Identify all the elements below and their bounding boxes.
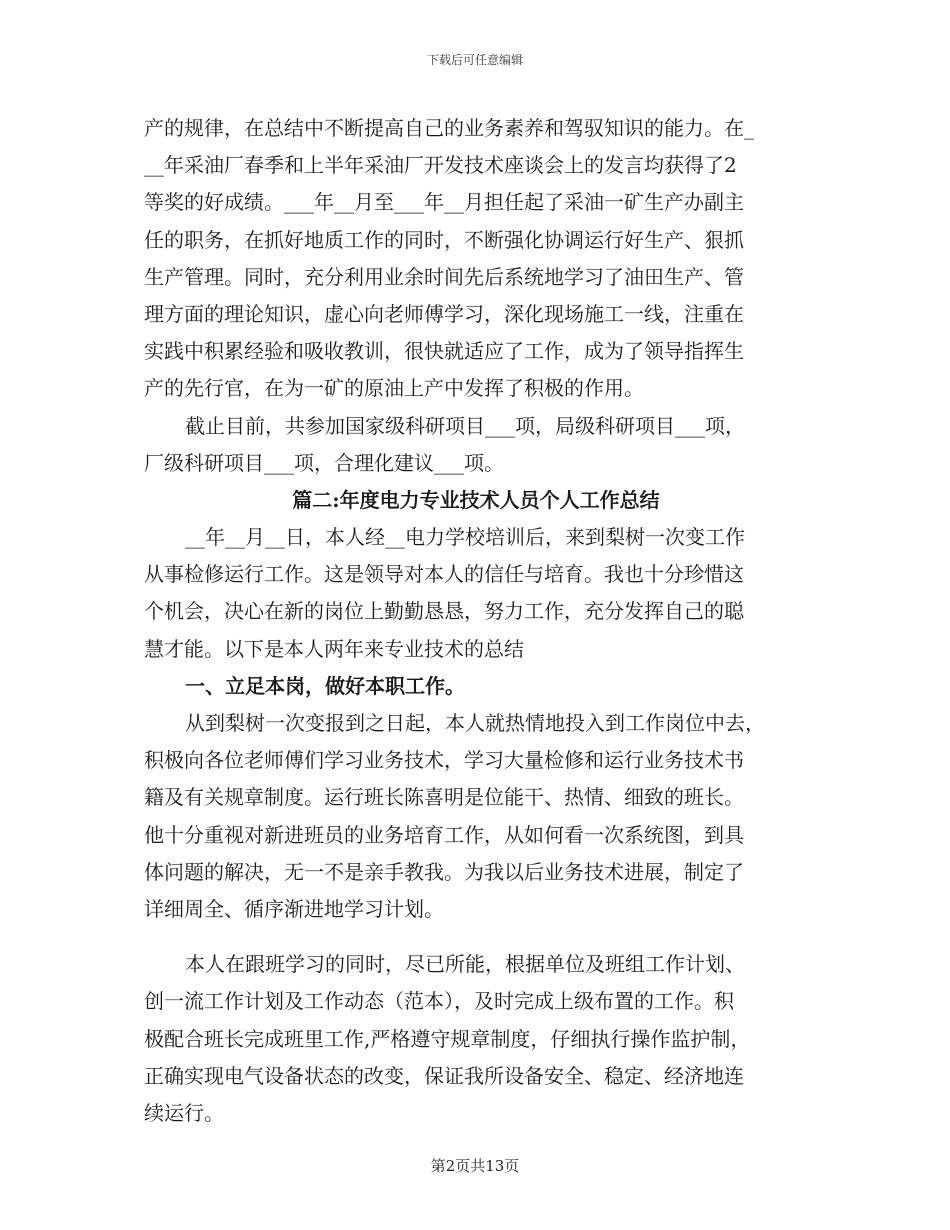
paragraph-2 <box>144 408 808 482</box>
paragraph-line: 产的先行官，在为一矿的原油上产中发挥了积极的作用。 <box>144 376 644 401</box>
paragraph-line: 创一流工作计划及工作动态（范本），及时完成上级布置的工作。积 <box>144 989 734 1014</box>
section-heading: 篇二:年度电力专业技术人员个人工作总结 <box>292 487 660 512</box>
paragraph-line: 籍及有关规章制度。运行班长陈喜明是位能干、热情、细致的班长。 <box>144 785 744 810</box>
paragraph-line: 从事检修运行工作。这是领导对本人的信任与培育。我也十分珍惜这 <box>144 562 744 587</box>
paragraph-line: 产的规律，在总结中不断提高自己的业务素养和驾驭知识的能力。在_ <box>144 116 754 140</box>
paragraph-line: 实践中积累经验和吸收教训，很快就适应了工作，成为了领导指挥生 <box>144 339 744 364</box>
paragraph-line: __年采油厂春季和上半年采油厂开发技术座谈会上的发言均获得了2 <box>144 153 737 178</box>
paragraph-line: 生产管理。同时，充分利用业余时间先后系统地学习了油田生产、管 <box>144 264 744 289</box>
paragraph-line: 慧才能。以下是本人两年来专业技术的总结 <box>144 636 524 661</box>
paragraph-5 <box>144 946 808 1132</box>
paragraph-1 <box>144 110 808 408</box>
paragraph-line: 续运行。 <box>144 1100 224 1125</box>
paragraph-line: 任的职务，在抓好地质工作的同时，不断强化协调运行好生产、狠抓 <box>144 227 744 252</box>
paragraph-line: 等奖的好成绩。___年__月至___年__月担任起了采油一矿生产办副主 <box>144 190 744 215</box>
paragraph-line: 他十分重视对新进班员的业务培育工作，从如何看一次系统图，到具 <box>144 822 744 847</box>
paragraph-4 <box>144 705 808 928</box>
paragraph-line: 个机会，决心在新的岗位上勤勤恳恳，努力工作，充分发挥自己的聪 <box>144 599 744 624</box>
page-header: 下载后可任意编辑 <box>426 53 523 67</box>
paragraph-line: 极配合班长完成班里工作,严格遵守规章制度，仔细执行操作监护制， <box>144 1026 751 1051</box>
paragraph-line: 厂级科研项目___项，合理化建议___项。 <box>144 450 504 475</box>
paragraph-line: __年__月__日，本人经__电力学校培训后，来到梨树一次变工作 <box>185 525 745 550</box>
paragraph-line: 本人在跟班学习的同时，尽已所能，根据单位及班组工作计划、 <box>185 952 745 977</box>
subsection-heading: 一、立足本岗，做好本职工作。 <box>185 673 465 698</box>
paragraph-line: 理方面的理论知识，虚心向老师傅学习，深化现场施工一线，注重在 <box>144 301 744 326</box>
paragraph-3 <box>144 519 808 668</box>
page-number: 第2页共13页 <box>430 1157 520 1175</box>
paragraph-line: 截止目前，共参加国家级科研项目___项，局级科研项目___项， <box>185 413 745 438</box>
document-body <box>144 110 808 1132</box>
paragraph-line: 积极向各位老师傅们学习业务技术，学习大量检修和运行业务技术书 <box>144 748 744 773</box>
paragraph-line: 从到梨树一次变报到之日起，本人就热情地投入到工作岗位中去， <box>185 711 765 736</box>
paragraph-line: 详细周全、循序渐进地学习计划。 <box>144 896 444 921</box>
paragraph-line: 正确实现电气设备状态的改变，保证我所设备安全、稳定、经济地连 <box>144 1063 744 1088</box>
paragraph-line: 体问题的解决，无一不是亲手教我。为我以后业务技术进展，制定了 <box>144 859 744 884</box>
paragraph-gap <box>144 928 808 946</box>
